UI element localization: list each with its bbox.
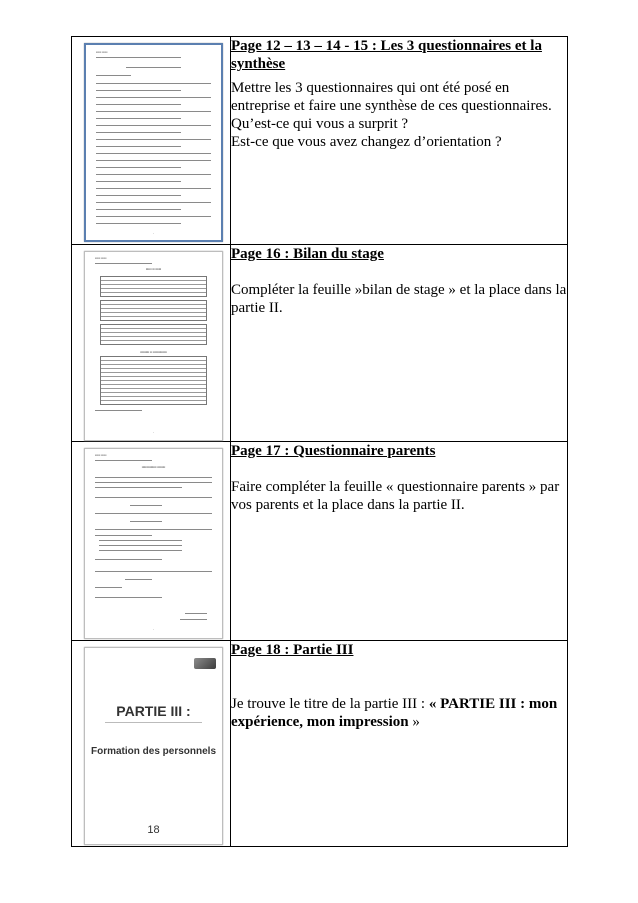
page-thumbnail-bilan: ▪▪▪▪▪ ▪▪▪▪▪ ▪▪▪▪▪ ▪▪ ▪▪▪▪▪ ▪▪▪▪▪▪▪▪ ▪▪ ▪▪▪▪▪▪▪▪▪▪▪▪ · — [84, 251, 223, 441]
part-title-emphasis: « PARTIE III : mon expérience, mon impression — [231, 696, 558, 730]
thumbnail-page-number: 18 — [147, 824, 160, 836]
row-title: Page 16 : Bilan du stage — [231, 246, 384, 262]
thumbnail-cell — [72, 37, 231, 245]
row-body: Qu’est-ce qui vous a surprit ? — [231, 116, 409, 132]
thumbnail-heading: PARTIE III : — [116, 703, 191, 719]
thumbnail-header: ▪▪▪▪▪ ▪▪▪▪▪ — [95, 256, 107, 260]
thumbnail-subheading: Formation des personnels — [90, 746, 217, 757]
table-row — [72, 245, 568, 442]
thumbnail-cell — [72, 442, 231, 641]
page-thumbnail-partie-3 — [84, 647, 223, 845]
thumbnail-header: ▪▪▪▪▪ ▪▪▪▪▪ — [96, 50, 108, 54]
instruction-cell — [231, 37, 568, 245]
instruction-cell — [231, 641, 568, 847]
row-body — [231, 695, 567, 731]
page-thumbnail-questionnaires: ▪▪▪▪▪ ▪▪▪▪▪ · — [84, 43, 223, 242]
thumbnail-cell — [72, 245, 231, 442]
page-thumbnail-questionnaire-parents: ▪▪▪▪▪ ▪▪▪▪▪ ▪▪▪▪▪▪▪▪▪▪▪▪▪ ▪▪▪▪▪▪▪ · — [84, 448, 223, 639]
logo-icon — [194, 658, 216, 669]
instruction-cell — [231, 442, 568, 641]
table-row — [72, 641, 568, 847]
table-row — [72, 442, 568, 641]
body-text: » — [412, 714, 420, 730]
row-body: Faire compléter la feuille « questionnaire parents » par vos parents et la place dans la partie II. — [231, 479, 560, 513]
row-body: Compléter la feuille »bilan de stage » et la place dans la partie II. — [231, 282, 567, 316]
body-text: Je trouve le titre de la partie III : — [231, 696, 426, 712]
row-body: Mettre les 3 questionnaires qui ont été posé en entreprise et faire une synthèse de ces questionnaires. — [231, 80, 552, 114]
row-title: Page 18 : Partie III — [231, 642, 354, 658]
thumbnail-header: ▪▪▪▪▪ ▪▪▪▪▪ — [95, 453, 107, 457]
row-title: Page 12 – 13 – 14 - 15 : Les 3 questionnaires et la synthèse — [231, 38, 542, 72]
instruction-cell — [231, 245, 568, 442]
table-row — [72, 37, 568, 245]
content-table — [71, 36, 568, 847]
row-body: Est-ce que vous avez changez d’orientation ? — [231, 134, 502, 150]
thumbnail-cell — [72, 641, 231, 847]
row-title: Page 17 : Questionnaire parents — [231, 443, 436, 459]
